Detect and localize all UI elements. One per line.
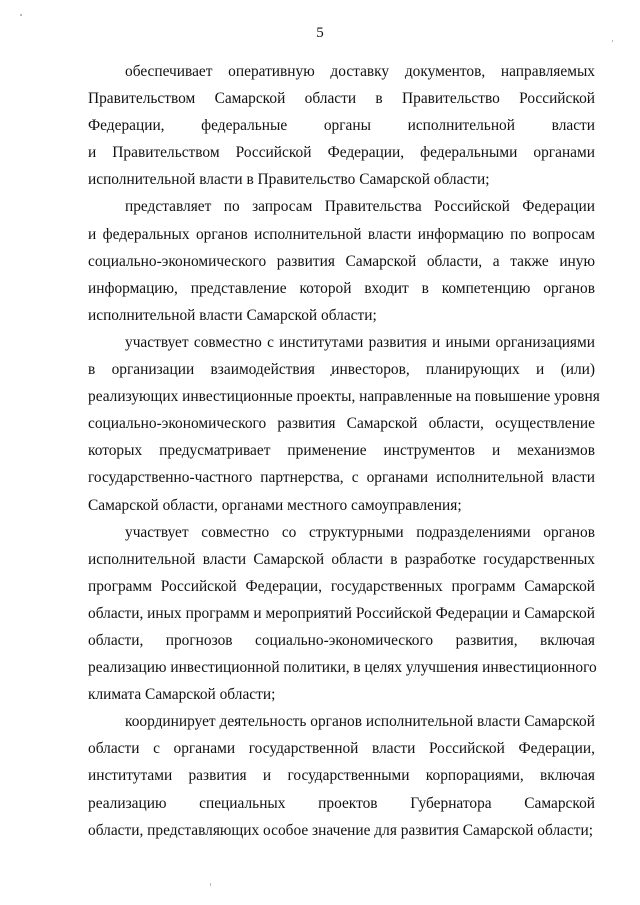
text-line: реализующих инвестиционные проекты, направленные на повышение уровня <box>88 388 600 406</box>
paragraph-4 <box>88 519 595 709</box>
scan-speck <box>612 40 613 42</box>
scan-speck <box>20 14 22 16</box>
paragraph-2 <box>88 193 595 328</box>
text-line: институтами развития и государственными корпорациями, включая <box>88 767 595 785</box>
text-line: исполнительной власти в Правительство Самарской области; <box>88 171 490 189</box>
text-line: Федерации, федеральные органы исполнительной власти <box>88 117 595 135</box>
text-line: представляет по запросам Правительства Российской Федерации <box>125 198 595 216</box>
text-line: области с органами государственной власти Российской Федерации, <box>88 740 595 758</box>
text-line: области, иных программ и мероприятий Российской Федерации и Самарской <box>88 604 595 622</box>
text-line: участвует совместно со структурными подразделениями органов <box>125 523 595 541</box>
text-line: реализацию инвестиционной политики, в целях улучшения инвестиционного <box>88 659 597 677</box>
page-number: 5 <box>316 25 324 41</box>
text-line: климата Самарской области; <box>88 686 276 704</box>
scan-speck <box>210 883 211 886</box>
text-line: области, прогнозов социально-экономического развития, включая <box>88 631 595 649</box>
text-line: программ Российской Федерации, государственных программ Самарской <box>88 577 595 595</box>
text-line: области, представляющих особое значение для развития Самарской области; <box>88 821 594 839</box>
text-line: реализацию специальных проектов Губернатора Самарской <box>88 794 595 812</box>
text-line: социально-экономического развития Самарской области, осуществление <box>88 415 595 433</box>
text-line: государственно-частного партнерства, с органами исполнительной власти <box>88 469 595 487</box>
text-line: исполнительной власти Самарской области; <box>88 306 377 324</box>
text-line: и федеральных органов исполнительной власти информацию по вопросам <box>88 225 595 243</box>
text-line: которых предусматривает применение инструментов и механизмов <box>88 442 595 460</box>
paragraph-5 <box>88 708 595 843</box>
text-line: исполнительной власти Самарской области в разработке государственных <box>88 550 595 568</box>
text-line: социально-экономического развития Самарской области, а также иную <box>88 252 595 270</box>
paragraph-1 <box>88 58 595 193</box>
text-line: Самарской области, органами местного самоуправления; <box>88 496 462 514</box>
text-line: и Правительством Российской Федерации, федеральными органами <box>88 144 595 162</box>
text-line: координирует деятельность органов исполнительной власти Самарской <box>125 713 595 731</box>
text-line: информацию, представление которой входит в компетенцию органов <box>88 279 595 297</box>
text-line: участвует совместно с институтами развития и иными организациями <box>125 333 595 351</box>
text-line: Правительством Самарской области в Правительство Российской <box>88 90 595 108</box>
document-body <box>88 58 600 844</box>
text-line: в организации взаимодействия инвесторов, планирующих и (или) <box>88 361 595 379</box>
text-line: обеспечивает оперативную доставку документов, направляемых <box>125 63 595 80</box>
paragraph-3 <box>88 329 600 519</box>
